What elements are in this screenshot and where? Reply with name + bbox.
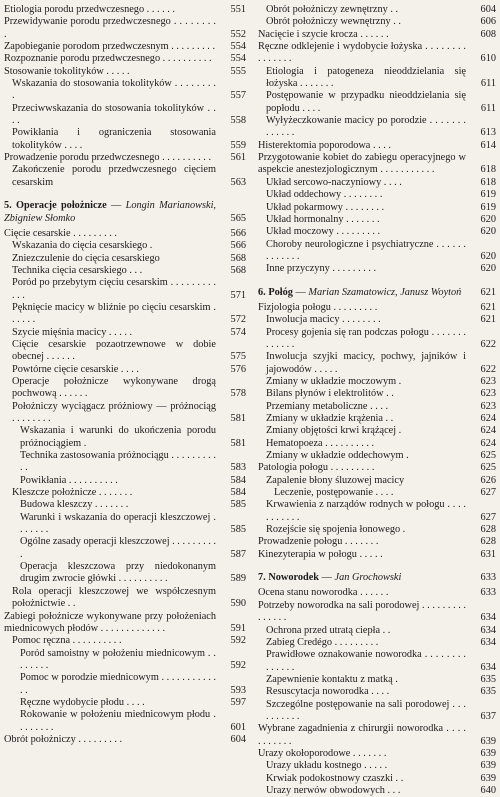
- page-number: 584: [230, 487, 246, 499]
- page-number: 639: [480, 747, 496, 759]
- toc-chapter-heading: [4, 200, 246, 225]
- page-number: 622: [480, 363, 496, 375]
- toc-entry-text: Inne przyczyny . . . . . . . . .: [266, 263, 377, 275]
- page-number: 611: [480, 78, 496, 90]
- toc-entry-text: Kinezyterapia w połogu . . . . .: [258, 548, 383, 560]
- page-number: 566: [230, 227, 246, 239]
- chapter-number: 5.: [4, 200, 12, 212]
- page-number: 635: [480, 686, 496, 698]
- toc-entry: [258, 487, 496, 499]
- toc-entry: [4, 41, 246, 53]
- page-number: 568: [230, 264, 246, 276]
- toc-entry-text: Krwawienia z narządów rodnych w połogu . . . . . . . . . . .: [266, 499, 466, 523]
- page-number: 551: [230, 4, 246, 15]
- page-number: 604: [230, 733, 246, 745]
- toc-entry: [4, 78, 246, 103]
- chapter-title: Operacje położnicze: [16, 200, 107, 212]
- chapter-number: 6.: [258, 286, 266, 298]
- page-number: 576: [230, 363, 246, 375]
- page-number: 604: [480, 4, 496, 15]
- toc-entry-text: Ocena stanu noworodka . . . . . .: [258, 587, 389, 599]
- toc-entry: [4, 487, 246, 499]
- toc-entry-text: Zmiany w układzie oddechowym .: [266, 450, 409, 462]
- toc-entry: [4, 164, 246, 189]
- toc-entry-text: Choroby neurologiczne i psychiatryczne . . . . . . . . . . . . .: [266, 238, 466, 262]
- toc-entry-text: Hematopoeza . . . . . . . . . .: [266, 437, 375, 449]
- toc-entry-text: Procesy gojenia się ran podczas połogu . . . . . . . . . . . . .: [266, 326, 466, 350]
- toc-entry-text: Technika zastosowania próżnociągu . . . . . . . . . . .: [20, 450, 216, 474]
- toc-entry: [258, 314, 496, 326]
- page-number: 634: [480, 661, 496, 673]
- page-number: 613: [480, 127, 496, 139]
- toc-entry-text: Układ moczowy . . . . . . . . .: [266, 226, 381, 238]
- toc-entry-text: Prawidłowe oznakowanie noworodka . . . . . . . . . . . . . .: [266, 649, 466, 673]
- toc-entry: [258, 674, 496, 686]
- toc-entry-text: Przemiany metaboliczne . . . .: [266, 400, 389, 412]
- page-number: 610: [480, 53, 496, 65]
- toc-entry: [258, 625, 496, 637]
- page-number: 628: [480, 536, 496, 548]
- toc-entry-text: Operacja kleszczowa przy niedokonanym drugim zwrocie główki . . . . . . . . . .: [20, 561, 216, 585]
- toc-entry: [258, 760, 496, 772]
- toc-entry: [258, 524, 496, 536]
- toc-entry: [4, 4, 246, 16]
- toc-entry-text: Wskazania do cięcia cesarskiego .: [12, 240, 153, 252]
- page-number: 587: [230, 548, 246, 560]
- toc-entry: [258, 686, 496, 698]
- page-number: 634: [480, 624, 496, 636]
- toc-entry: [258, 549, 496, 561]
- toc-entry-text: Leczenie, postępowanie . . . .: [274, 487, 394, 499]
- toc-entry-text: Urazy nerwów obwodowych . . .: [266, 784, 401, 796]
- page-number: 597: [230, 696, 246, 708]
- page-number: 626: [480, 474, 496, 486]
- page-number: 568: [230, 252, 246, 264]
- toc-entry: [4, 709, 246, 734]
- page-number: 631: [480, 548, 496, 560]
- page-number: 623: [480, 388, 496, 400]
- toc-entry-text: Zabieg Credégo . . . . . . . . .: [266, 636, 379, 648]
- toc-entry-text: Warunki i wskazania do operacji kleszczowej . . . . . . .: [20, 511, 216, 536]
- page-number: 633: [480, 587, 496, 599]
- toc-entry-text: Powtórne cięcie cesarskie . . . .: [12, 363, 139, 375]
- page-number: 552: [230, 28, 246, 40]
- page-number: 640: [480, 784, 496, 796]
- toc-entry-text: Poród po przebytym cięciu cesarskim . . . . . . . . . . . .: [12, 277, 216, 301]
- toc-entry: [258, 351, 496, 376]
- page-number: 614: [480, 139, 496, 151]
- toc-entry-text: Zabiegi położnicze wykonywane przy położeniach miednicowych płodów . . . . . . . . . . . . .: [4, 610, 216, 634]
- toc-entry: [258, 388, 496, 400]
- toc-entry: [4, 475, 246, 487]
- page-number: 608: [480, 28, 496, 40]
- page-number: 589: [230, 573, 246, 585]
- toc-entry: [4, 127, 246, 152]
- toc-entry-text: Patologia połogu . . . . . . . . .: [258, 462, 375, 474]
- toc-entry-text: Pęknięcie macicy w bliźnie po cięciu cesarskim . . . . . .: [12, 301, 216, 326]
- chapter-authors: Longin Marianowski, Zbigniew Słomko: [4, 200, 217, 224]
- toc-entry: [258, 177, 496, 189]
- page-number: 625: [480, 450, 496, 462]
- toc-entry-text: Przeciwwskazania do stosowania tokolityków . . . .: [12, 102, 216, 127]
- page-number: 619: [480, 189, 496, 201]
- toc-entry: [258, 41, 496, 66]
- page-number: 634: [480, 612, 496, 624]
- page-number: 618: [480, 176, 496, 188]
- page-number: 624: [480, 413, 496, 424]
- toc-entry: [258, 376, 496, 388]
- toc-entry-text: Szycie mięśnia macicy . . . . .: [12, 326, 133, 338]
- toc-entry-text: Stosowanie tokolityków . . . . .: [4, 65, 130, 77]
- toc-entry-text: Zapobieganie porodom przedwczesnym . . . . . . . . .: [4, 41, 216, 53]
- toc-entry: [258, 773, 496, 785]
- toc-entry-text: Potrzeby noworodka na sali porodowej . . . . . . . . . . . . . . .: [258, 599, 466, 624]
- toc-entry-text: Prowadzenie połogu . . . . . . .: [258, 536, 379, 548]
- page-number: 555: [230, 65, 246, 77]
- toc-entry-text: Wyłyżeczkowanie macicy po porodzie . . . . . . . . . . . . .: [266, 115, 466, 139]
- toc-entry-text: Ochrona przed utratą ciepła . .: [266, 624, 391, 636]
- toc-entry: [4, 697, 246, 709]
- toc-entry: [4, 265, 246, 277]
- toc-entry: [4, 672, 246, 697]
- toc-entry-text: Zapewnienie kontaktu z matką .: [266, 673, 398, 685]
- toc-entry: [4, 635, 246, 647]
- toc-entry-text: Zakończenie porodu przedwczesnego cięciem cesarskim: [12, 164, 216, 188]
- toc-entry-text: Cięcie cesarskie . . . . . . . . .: [4, 227, 117, 239]
- toc-entry-text: Poród samoistny w położeniu miednicowym . . . . . . . .: [20, 647, 216, 671]
- toc-entry-text: Histerektomia poporodowa . . . .: [258, 139, 391, 151]
- page-number: 622: [480, 338, 496, 350]
- toc-entry-text: Urazy układu kostnego . . . . .: [266, 760, 388, 772]
- toc-entry-text: Technika cięcia cesarskiego . . .: [12, 264, 143, 276]
- toc-right-column: [258, 4, 496, 797]
- page-number: 623: [480, 375, 496, 387]
- toc-entry-text: Układ pokarmowy . . . . . . . .: [266, 201, 385, 213]
- toc-entry-text: Rozejście się spojenia łonowego .: [266, 524, 406, 536]
- page-number: 618: [480, 164, 496, 176]
- page-number: 584: [230, 474, 246, 486]
- toc-entry-text: Szczególne postępowanie na sali porodowej . . . . . . . . . .: [266, 698, 466, 722]
- toc-entry: [4, 253, 246, 265]
- toc-entry-text: Układ oddechowy . . . . . . . .: [266, 189, 383, 201]
- page-number: 624: [480, 437, 496, 449]
- toc-entry: [258, 413, 496, 425]
- toc-entry: [258, 536, 496, 548]
- toc-entry-text: Postępowanie w przypadku nieoddzielania się popłodu . . . .: [266, 90, 466, 114]
- page-number: 635: [480, 673, 496, 685]
- toc-entry: [258, 649, 496, 674]
- toc-entry: [4, 499, 246, 511]
- toc-entry-text: Przygotowanie kobiet do zabiegu operacyjnego w aspekcie anestezjologicznym . . . . . . . . . . .: [258, 152, 466, 176]
- toc-entry-text: Pomoc w porodzie miednicowym . . . . . . . . . . . . .: [20, 672, 216, 696]
- page-number: 558: [230, 115, 246, 127]
- page-number: 591: [230, 622, 246, 634]
- chapter-authors: Marian Szamatowicz, Janusz Woytoń: [308, 286, 462, 298]
- toc-entry: [258, 115, 496, 140]
- page-number: 575: [230, 351, 246, 363]
- toc-entry: [258, 462, 496, 474]
- page-number: 639: [480, 772, 496, 784]
- page-number: 621: [480, 286, 496, 298]
- toc-entry: [4, 152, 246, 164]
- toc-entry: [258, 214, 496, 226]
- page-number: 627: [480, 487, 496, 499]
- toc-entry-text: Ręczne wydobycie płodu . . . .: [20, 696, 145, 708]
- toc-entry-text: Zapalenie błony śluzowej macicy: [266, 474, 405, 486]
- toc-entry: [4, 277, 246, 302]
- toc-entry: [258, 475, 496, 487]
- toc-entry-text: Cięcie cesarskie pozaotrzewnowe w dobie obecnej . . . . . .: [12, 338, 216, 363]
- toc-entry-text: Bilans płynów i elektrolitów . .: [266, 388, 394, 400]
- toc-entry-text: Ręczne odklejenie i wydobycie łożyska . . . . . . . . . . . . . . .: [258, 41, 466, 65]
- page-number: 574: [230, 326, 246, 338]
- toc-entry: [258, 637, 496, 649]
- toc-left-column: [4, 4, 246, 746]
- page-number: 585: [230, 524, 246, 536]
- toc-entry-text: Zmiany objętości krwi krążącej .: [266, 425, 402, 437]
- toc-entry: [4, 339, 246, 364]
- toc-entry-text: Prowadzenie porodu przedwczesnego . . . . . . . . . .: [4, 152, 212, 164]
- page-number: 620: [480, 213, 496, 225]
- page-number: 566: [230, 240, 246, 252]
- page-number: 623: [480, 400, 496, 412]
- toc-entry-text: Inwolucja macicy . . . . . . . .: [266, 314, 381, 326]
- page-number: 554: [230, 53, 246, 65]
- toc-entry: [4, 103, 246, 128]
- toc-entry: [258, 425, 496, 437]
- toc-entry: [4, 536, 246, 561]
- toc-entry: [4, 425, 246, 450]
- toc-entry-text: Obrót położniczy wewnętrzny . .: [266, 16, 401, 28]
- toc-entry: [258, 4, 496, 16]
- page-number: 601: [230, 721, 246, 733]
- toc-entry: [258, 239, 496, 264]
- toc-entry: [258, 226, 496, 238]
- page-number: 625: [480, 462, 496, 474]
- toc-entry-text: Położniczy wyciągacz próżniowy — próżnociąg . . . . . . . .: [12, 400, 216, 424]
- toc-entry: [258, 189, 496, 201]
- toc-entry: [4, 401, 246, 426]
- toc-entry-text: Nacięcie i szycie krocza . . . . . .: [258, 28, 389, 40]
- toc-entry-text: Wskazania do stosowania tokolityków . . . . . . . . .: [12, 78, 216, 102]
- toc-entry-text: Etiologia i patogeneza nieoddzielania się łożyska . . . . . . .: [266, 65, 466, 90]
- page-number: 581: [230, 413, 246, 424]
- toc-entry: [258, 748, 496, 760]
- page-number: 639: [480, 760, 496, 772]
- page-number: 639: [480, 735, 496, 747]
- toc-entry-text: Zmiany w układzie krążenia . .: [266, 413, 394, 424]
- page-number: 593: [230, 684, 246, 696]
- toc-entry: [4, 586, 246, 611]
- toc-entry: [4, 648, 246, 673]
- page-number: 583: [230, 462, 246, 474]
- toc-entry: [258, 499, 496, 524]
- toc-entry-text: Krwiak podokostnowy czaszki . .: [266, 772, 404, 784]
- toc-entry-text: Układ hormonalny . . . . . . .: [266, 213, 380, 225]
- toc-entry-text: Urazy okołoporodowe . . . . . . .: [258, 747, 387, 759]
- chapter-title: Połóg: [268, 286, 293, 298]
- page-number: 571: [230, 289, 246, 301]
- page-number: 592: [230, 635, 246, 647]
- toc-entry: [258, 327, 496, 352]
- toc-entry: [4, 53, 246, 65]
- toc-entry-text: Resuscytacja noworodka . . . .: [266, 686, 390, 698]
- page-number: 624: [480, 425, 496, 437]
- toc-entry-text: Układ sercowo-naczyniowy . . . .: [266, 176, 402, 188]
- toc-entry: [258, 723, 496, 748]
- toc-entry: [258, 140, 496, 152]
- toc-entry: [4, 16, 246, 41]
- toc-entry: [4, 240, 246, 252]
- toc-entry: [4, 302, 246, 327]
- toc-entry-text: Powikłania . . . . . . . . . .: [20, 474, 118, 486]
- toc-entry-text: Inwolucja szyjki macicy, pochwy, jajników i jajowodów . . . . .: [266, 351, 466, 375]
- toc-entry-text: Obrót położniczy . . . . . . . . .: [4, 733, 123, 745]
- toc-entry-text: Ogólne zasady operacji kleszczowej . . . . . . . . . .: [20, 536, 216, 560]
- page-number: 581: [230, 437, 246, 449]
- page-number: 590: [230, 598, 246, 610]
- toc-entry: [4, 561, 246, 586]
- toc-entry: [258, 699, 496, 724]
- toc-entry: [258, 302, 496, 314]
- toc-entry-text: Kleszcze położnicze . . . . . . .: [12, 487, 133, 499]
- toc-entry-text: Wskazania i warunki do ukończenia porodu próżnociągiem .: [20, 425, 216, 449]
- toc-entry-text: Obrót położniczy zewnętrzny . .: [266, 4, 399, 15]
- toc-entry-text: Fizjologia połogu . . . . . . . . .: [258, 301, 378, 313]
- toc-entry: [258, 90, 496, 115]
- page-number: 572: [230, 314, 246, 326]
- page-number: 592: [230, 659, 246, 671]
- page-number: 628: [480, 524, 496, 536]
- chapter-authors: Jan Grochowski: [334, 572, 402, 584]
- page-number: 620: [480, 263, 496, 275]
- chapter-heading-text: 5. Operacje położnicze — Longin Marianowski, Zbigniew Słomko: [4, 200, 217, 224]
- page-number: 633: [480, 572, 496, 584]
- toc-entry: [4, 376, 246, 401]
- toc-entry: [258, 450, 496, 462]
- page-number: 563: [230, 176, 246, 188]
- page-number: 585: [230, 499, 246, 511]
- toc-entry: [4, 450, 246, 475]
- page-number: 557: [230, 90, 246, 102]
- toc-entry: [4, 512, 246, 537]
- toc-entry: [258, 152, 496, 177]
- page-number: 619: [480, 201, 496, 213]
- page-number: 561: [230, 152, 246, 164]
- page-number: 559: [230, 139, 246, 151]
- page-number: 627: [480, 511, 496, 523]
- toc-entry-text: Operacje położnicze wykonywane drogą pochwową . . . . . .: [12, 375, 216, 400]
- toc-entry: [4, 364, 246, 376]
- toc-entry-text: Etiologia porodu przedwczesnego . . . . . .: [4, 4, 175, 15]
- toc-entry-text: Wybrane zagadnienia z chirurgii noworodka . . . . . . . . . . .: [258, 723, 466, 747]
- toc-entry: [258, 587, 496, 599]
- page-number: 611: [480, 102, 496, 114]
- chapter-heading-text: 7. Noworodek — Jan Grochowski: [258, 572, 402, 584]
- page-number: 620: [480, 250, 496, 262]
- toc-entry-text: Rokowanie w położeniu miednicowym płodu . . . . . . . .: [20, 709, 216, 733]
- toc-entry-text: Zmiany w układzie moczowym .: [266, 375, 402, 387]
- page-number: 578: [230, 388, 246, 400]
- toc-entry-text: Powikłania i ograniczenia stosowania tokolityków . . . .: [12, 127, 216, 151]
- toc-entry: [258, 66, 496, 91]
- page-number: 637: [480, 710, 496, 722]
- toc-entry: [258, 401, 496, 413]
- page-number: 634: [480, 636, 496, 648]
- toc-entry: [258, 438, 496, 450]
- chapter-title: Noworodek: [268, 572, 320, 584]
- toc-entry: [258, 600, 496, 625]
- toc-entry-text: Rola operacji kleszczowej we współczesnym położnictwie . .: [12, 585, 216, 610]
- toc-entry-text: Pomoc ręczna . . . . . . . . . .: [12, 635, 122, 647]
- toc-entry: [4, 611, 246, 636]
- page-number: 621: [480, 314, 496, 326]
- page-number: 565: [230, 212, 246, 224]
- page-number: 606: [480, 16, 496, 28]
- toc-entry-text: Zniezczulenie do cięcia cesarskiego: [12, 252, 160, 264]
- toc-entry: [258, 263, 496, 275]
- chapter-number: 7.: [258, 572, 266, 584]
- toc-entry-text: Rozpoznanie porodu przedwczesnego . . . . . . . . . .: [4, 53, 212, 65]
- toc-chapter-heading: [258, 287, 496, 299]
- toc-entry: [258, 785, 496, 797]
- toc-entry: [4, 66, 246, 78]
- toc-entry: [4, 734, 246, 746]
- page-number: 621: [480, 301, 496, 313]
- toc-entry: [258, 16, 496, 28]
- page-number: 554: [230, 41, 246, 53]
- toc-entry: [4, 327, 246, 339]
- chapter-heading-text: 6. Połóg — Marian Szamatowicz, Janusz Woytoń: [258, 286, 462, 298]
- toc-entry: [258, 202, 496, 214]
- toc-entry: [258, 29, 496, 41]
- page-number: 620: [480, 226, 496, 238]
- toc-chapter-heading: [258, 572, 496, 584]
- toc-entry: [4, 228, 246, 240]
- toc-entry-text: Przewidywanie porodu przedwczesnego . . . . . . . . .: [4, 16, 216, 40]
- toc-entry-text: Budowa kleszczy . . . . . . .: [20, 499, 129, 511]
